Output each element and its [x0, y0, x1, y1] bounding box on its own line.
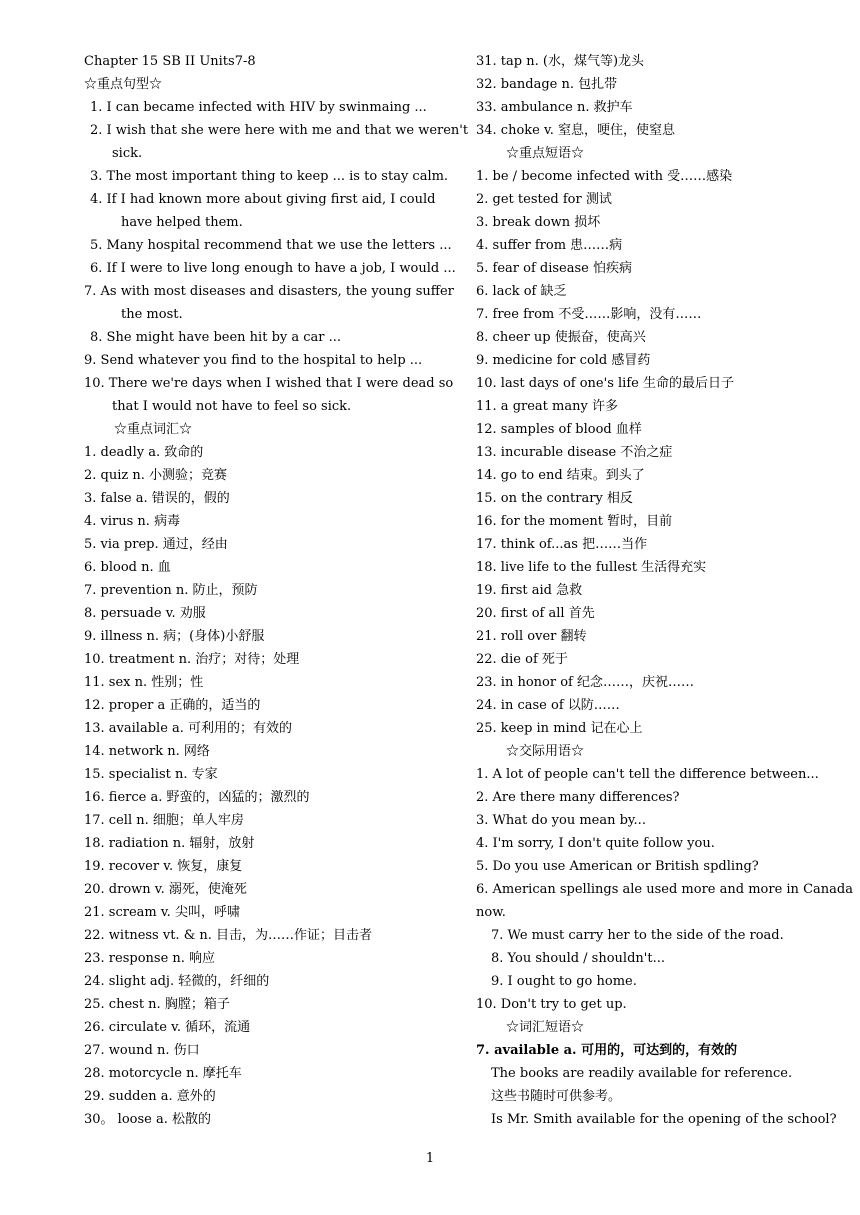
vocab-item: 22. witness vt. & n. 目击，为……作证；目击者 [84, 928, 373, 943]
sentence-item: 6. If I were to live long enough to have a job, I would ... [90, 261, 456, 276]
vocab-item: 29. sudden a. 意外的 [84, 1089, 216, 1104]
vocab-item: 30。 loose a. 松散的 [84, 1112, 211, 1127]
vocab-item: 10. treatment n. 治疗；对待；处理 [84, 652, 300, 667]
communication-item: 5. Do you use American or British spdling? [476, 859, 759, 874]
phrase-item: 4. suffer from 患……病 [476, 238, 623, 253]
sentence-continuation: that I would not have to feel so sick. [112, 399, 352, 414]
vocab-item: 12. proper a 正确的，适当的 [84, 698, 261, 713]
section-heading-communication: ☆交际用语☆ [506, 744, 585, 759]
vocab-item: 19. recover v. 恢复，康复 [84, 859, 243, 874]
phrase-item: 22. die of 死于 [476, 652, 568, 667]
phrase-item: 9. medicine for cold 感冒药 [476, 353, 651, 368]
vocab-item: 1. deadly a. 致命的 [84, 445, 204, 460]
phrase-item: 24. in case of 以防…… [476, 698, 620, 713]
phrase-item: 23. in honor of 纪念……，庆祝…… [476, 675, 694, 690]
sentence-item: 7. As with most diseases and disasters, the young suffer [84, 284, 454, 299]
sentence-continuation: sick. [112, 146, 143, 161]
right-column [476, 50, 853, 1131]
phrase-item: 14. go to end 结束。到头了 [476, 468, 645, 483]
sentence-item: 3. The most important thing to keep ... is to stay calm. [90, 169, 449, 184]
sentence-item: 2. I wish that she were here with me and that we weren't [90, 123, 469, 138]
vocab-item: 5. via prep. 通过，经由 [84, 537, 228, 552]
section-heading-key-vocabulary: ☆重点词汇☆ [114, 422, 193, 437]
vocab-item: 9. illness n. 病；(身体)小舒服 [84, 629, 265, 644]
phrase-item: 7. free from 不受……影响，没有…… [476, 307, 702, 322]
vocab-item: 33. ambulance n. 救护车 [476, 100, 633, 115]
vocab-item: 25. chest n. 胸膛；箱子 [84, 997, 230, 1012]
communication-item: 9. I ought to go home. [491, 974, 637, 989]
phrase-item: 25. keep in mind 记在心上 [476, 721, 643, 736]
communication-item: 7. We must carry her to the side of the road. [491, 928, 784, 943]
vocab-item: 3. false a. 错误的，假的 [84, 491, 230, 506]
vocab-item: 4. virus n. 病毒 [84, 514, 181, 529]
vocab-item: 17. cell n. 细胞；单人牢房 [84, 813, 244, 828]
vocab-item: 2. quiz n. 小测验；竞赛 [84, 468, 228, 483]
phrase-item: 3. break down 损坏 [476, 215, 601, 230]
phrase-item: 8. cheer up 使振奋，使高兴 [476, 330, 646, 345]
communication-item: 8. You should / shouldn't... [491, 951, 665, 966]
section-heading-key-sentences: ☆重点句型☆ [84, 77, 163, 92]
vocab-item: 32. bandage n. 包扎带 [476, 77, 618, 92]
vocab-item: 8. persuade v. 劝服 [84, 606, 206, 621]
phrase-item: 18. live life to the fullest 生活得充实 [476, 560, 707, 575]
vocab-item: 6. blood n. 血 [84, 560, 171, 575]
vocab-item: 15. specialist n. 专家 [84, 767, 218, 782]
vocab-item: 18. radiation n. 辐射，放射 [84, 836, 255, 851]
phrase-item: 10. last days of one's life 生命的最后日子 [476, 376, 734, 391]
sentence-item: 9. Send whatever you find to the hospital to help ... [84, 353, 423, 368]
vocab-item: 31. tap n. (水，煤气等)龙头 [476, 54, 645, 69]
vocab-item: 27. wound n. 伤口 [84, 1043, 200, 1058]
vocab-item: 16. fierce a. 野蛮的，凶猛的；激烈的 [84, 790, 310, 805]
phrase-item: 1. be / become infected with 受……感染 [476, 169, 733, 184]
vocab-entry-heading: 7. available a. 可用的，可达到的，有效的 [476, 1043, 738, 1058]
communication-item: 2. Are there many differences? [476, 790, 680, 805]
sentence-item: 4. If I had known more about giving first aid, I could [90, 192, 436, 207]
vocab-item: 14. network n. 网络 [84, 744, 210, 759]
phrase-item: 15. on the contrary 相反 [476, 491, 633, 506]
phrase-item: 16. for the moment 暂时，目前 [476, 514, 673, 529]
phrase-item: 13. incurable disease 不治之症 [476, 445, 673, 460]
communication-item: 10. Don't try to get up. [476, 997, 627, 1012]
section-heading-key-phrases: ☆重点短语☆ [506, 146, 585, 161]
example-sentence: Is Mr. Smith available for the opening of the school? [491, 1112, 837, 1127]
phrase-item: 21. roll over 翻转 [476, 629, 587, 644]
phrase-item: 17. think of...as 把……当作 [476, 537, 648, 552]
phrase-item: 11. a great many 许多 [476, 399, 618, 414]
section-heading-vocab-phrases: ☆词汇短语☆ [506, 1020, 585, 1035]
vocab-item: 34. choke v. 窒息，哽住，使窒息 [476, 123, 676, 138]
phrase-item: 6. lack of 缺乏 [476, 284, 567, 299]
chapter-title: Chapter 15 SB II Units7-8 [84, 54, 256, 69]
sentence-continuation: the most. [121, 307, 183, 322]
vocab-item: 11. sex n. 性别；性 [84, 675, 204, 690]
vocab-item: 24. slight adj. 轻微的，纤细的 [84, 974, 270, 989]
phrase-item: 20. first of all 首先 [476, 606, 595, 621]
page-number: 1 [425, 1151, 435, 1166]
phrase-item: 5. fear of disease 怕疾病 [476, 261, 633, 276]
communication-item: 3. What do you mean by... [476, 813, 646, 828]
vocab-item: 23. response n. 响应 [84, 951, 216, 966]
sentence-item: 10. There we're days when I wished that I were dead so [84, 376, 454, 391]
vocab-item: 13. available a. 可利用的；有效的 [84, 721, 293, 736]
phrase-item: 19. first aid 急救 [476, 583, 583, 598]
sentence-continuation: have helped them. [121, 215, 243, 230]
vocab-item: 21. scream v. 尖叫，呼啸 [84, 905, 240, 920]
vocab-item: 26. circulate v. 循环，流通 [84, 1020, 251, 1035]
sentence-item: 1. I can became infected with HIV by swinmaing ... [90, 100, 427, 115]
communication-continuation: now. [476, 905, 506, 920]
communication-item: 6. American spellings ale used more and more in Canada [476, 882, 853, 897]
example-sentence: The books are readily available for reference. [491, 1066, 793, 1081]
sentence-item: 5. Many hospital recommend that we use the letters ... [90, 238, 452, 253]
phrase-item: 12. samples of blood 血样 [476, 422, 642, 437]
phrase-item: 2. get tested for 测试 [476, 192, 612, 207]
example-translation: 这些书随时可供参考。 [491, 1089, 622, 1104]
communication-item: 1. A lot of people can't tell the difference between... [476, 767, 819, 782]
sentence-item: 8. She might have been hit by a car ... [90, 330, 342, 345]
communication-item: 4. I'm sorry, I don't quite follow you. [476, 836, 715, 851]
left-column [84, 50, 469, 1131]
vocab-item: 28. motorcycle n. 摩托车 [84, 1066, 242, 1081]
vocab-item: 20. drown v. 溺死，使淹死 [84, 882, 247, 897]
vocab-item: 7. prevention n. 防止，预防 [84, 583, 258, 598]
